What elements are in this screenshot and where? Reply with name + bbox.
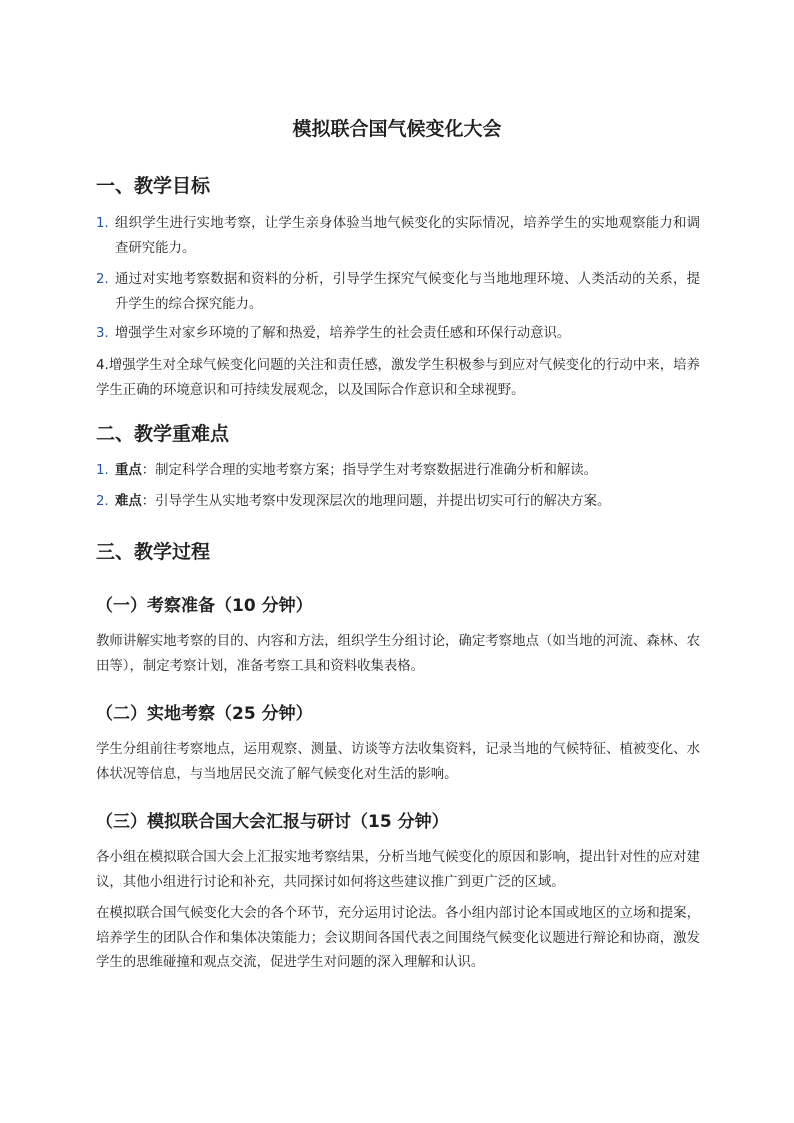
- list-number: 3.: [96, 326, 109, 341]
- phase-paragraph-assembly-1: 各小组在模拟联合国大会上汇报实地考察结果，分析当地气候变化的原因和影响，提出针对性的应对建议，其他小组进行讨论和补充，共同探讨如何将这些建议推广到更广泛的区域。: [96, 850, 700, 890]
- section-heading-key-points: 二、教学重难点: [96, 423, 230, 445]
- section-heading-objectives: 一、教学目标: [96, 175, 211, 197]
- list-number: 1.: [96, 463, 109, 478]
- difficulty-label: 难点: [115, 494, 142, 509]
- list-item: [96, 459, 700, 484]
- phase-heading-assembly: （三）模拟联合国大会汇报与研讨（15 分钟）: [96, 812, 449, 832]
- difficulty-text: ：引导学生从实地考察中发现深层次的地理问题，并提出切实可行的解决方案。: [141, 494, 611, 509]
- objective-item-4: 4.增强学生对全球气候变化问题的关注和责任感，激发学生积极参与到应对气候变化的行动中来，培养学生正确的环境意识和可持续发展观念，以及国际合作意识和全球视野。: [96, 358, 700, 398]
- list-number: 2.: [96, 494, 109, 509]
- list-number: 1.: [96, 216, 109, 231]
- document-title: 模拟联合国气候变化大会: [292, 118, 502, 140]
- list-text: 增强学生对家乡环境的了解和热爱，培养学生的社会责任感和环保行动意识。: [115, 326, 571, 341]
- list-text: 组织学生进行实地考察，让学生亲身体验当地气候变化的实际情况，培养学生的实地观察能力和调查研究能力。: [115, 216, 700, 256]
- phase-heading-field-survey: （二）实地考察（25 分钟）: [96, 704, 313, 724]
- key-point-text: ：制定科学合理的实地考察方案；指导学生对考察数据进行准确分析和解读。: [141, 463, 598, 478]
- list-item: [96, 212, 700, 261]
- list-number: 2.: [96, 272, 109, 287]
- phase-paragraph-preparation: 教师讲解实地考察的目的、内容和方法，组织学生分组讨论，确定考察地点（如当地的河流、森林、农田等），制定考察计划，准备考察工具和资料收集表格。: [96, 634, 700, 674]
- section-heading-process: 三、教学过程: [96, 541, 211, 563]
- key-point-label: 重点: [115, 463, 142, 478]
- phase-paragraph-field-survey: 学生分组前往考察地点，运用观察、测量、访谈等方法收集资料，记录当地的气候特征、植被变化、水体状况等信息，与当地居民交流了解气候变化对生活的影响。: [96, 742, 700, 782]
- list-text: 通过对实地考察数据和资料的分析，引导学生探究气候变化与当地地理环境、人类活动的关系，提升学生的综合探究能力。: [115, 272, 700, 312]
- list-item: [96, 490, 700, 515]
- phase-paragraph-assembly-2: 在模拟联合国气候变化大会的各个环节，充分运用讨论法。各小组内部讨论本国或地区的立场和提案，培养学生的团队合作和集体决策能力；会议期间各国代表之间围绕气候变化议题进行辩论和协商，激发学生的思维碰撞和观点交流，促进学生对问题的深入理解和认识。: [96, 906, 700, 970]
- list-item: [96, 322, 700, 347]
- list-item: [96, 268, 700, 317]
- phase-heading-preparation: （一）考察准备（10 分钟）: [96, 596, 313, 616]
